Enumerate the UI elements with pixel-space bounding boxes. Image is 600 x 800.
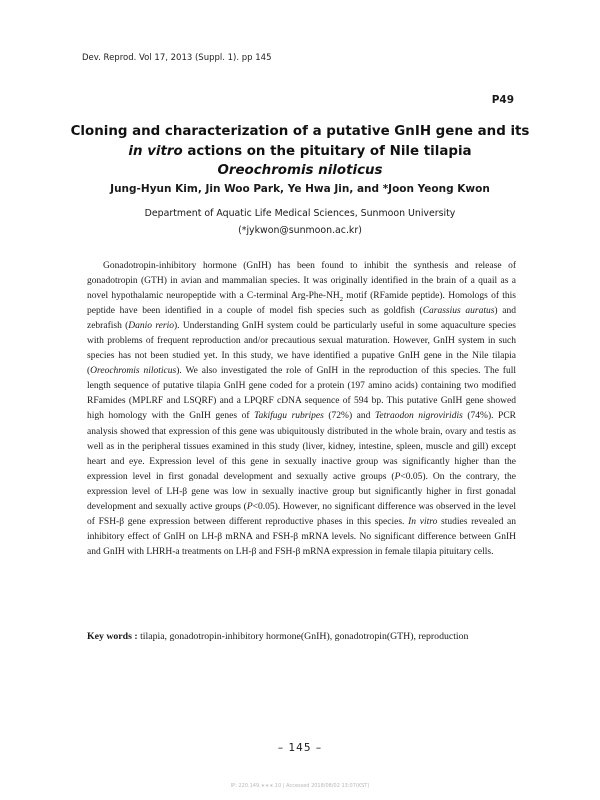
species-tilapia: Oreochromis niloticus bbox=[90, 366, 177, 377]
species-zebrafish: Danio rerio bbox=[128, 321, 174, 332]
abstract-text: motif (RFamide peptide). Homologs of this peptide have been identified in a couple of model fish species such as goldfish ( bbox=[87, 291, 516, 317]
species-tetraodon: Tetraodon nigroviridis bbox=[374, 411, 463, 422]
keywords-text: tilapia, gonadotropin-inhibitory hormone(GnIH), gonadotropin(GTH), reproduction bbox=[140, 631, 469, 642]
keywords bbox=[87, 631, 527, 642]
department: Department of Aquatic Life Medical Sciences, Sunmoon University bbox=[144, 208, 456, 219]
species-goldfish: Carassius auratus bbox=[422, 306, 495, 317]
page-number: – 145 – bbox=[277, 742, 323, 754]
abstract-text: ) and zebrafish ( bbox=[87, 306, 516, 332]
abstract-text: <0.05). However, no significant difference was observed in the level of FSH-β gene expression between different reproductive phases in this species. bbox=[87, 501, 516, 527]
abstract-text: ). Understanding GnIH system could be particularly useful in some aquaculture species with problems of frequent reproduction and/or precautious sexual maturation. However, GnIH system in such species has not been studied yet. In this study, we have identified a pupative GnIH gene in the Nile tilapia ( bbox=[87, 321, 516, 377]
journal-reference: Dev. Reprod. Vol 17, 2013 (Suppl. 1). pp 145 bbox=[82, 53, 272, 63]
paper-title bbox=[70, 122, 530, 181]
title-in-vitro: in vitro bbox=[128, 143, 183, 159]
abstract-paragraph bbox=[87, 259, 516, 560]
abstract-text: <0.05). On the contrary, the expression level of LH-β gene was low in sexually inactive group but significantly higher in first gonadal development and sexually active groups ( bbox=[87, 471, 516, 512]
abstract-text: ). We also investigated the role of GnIH in the reproduction of this species. The full length sequence of putative tilapia GnIH gene coded for a protein (197 amino acids) containing two modified RFamides (MPLRF and LSQRF) and a LPQRF cDNA sequence of 594 bp. This putative GnIH gene showed high homology with the GnIH genes of bbox=[87, 366, 516, 422]
abstract-text: Gonadotropin-inhibitory hormone (GnIH) has been found to inhibit the synthesis and release of gonadotropin (GTH) in avian and mammalian species. It was originally identified in the brain of a quail as a novel hypothalamic neuropeptide with a C-terminal Arg-Phe-NH bbox=[87, 261, 516, 302]
title-species-name: Oreochromis niloticus bbox=[217, 163, 383, 178]
keywords-label: Key words : bbox=[87, 631, 141, 642]
poster-id: P49 bbox=[491, 94, 514, 106]
abstract-text: (74%). PCR analysis showed that expression of this gene was ubiquitously distributed in the whole brain, ovary and testis as well as in the peripheral tissues examined in this study (liver, kidney, intestine, spleen, muscle and gill) except heart and eye. Expression level of this gene in sexually inactive group was significantly higher than the expression level in first gonadal development and sexually active groups ( bbox=[87, 411, 517, 482]
contact-email: (*jykwon@sunmoon.ac.kr) bbox=[238, 225, 362, 236]
p-value-symbol: P bbox=[246, 501, 253, 512]
abstract-text: studies revealed an inhibitory effect of GnIH on LH-β mRNA and FSH-β mRNA levels. No significant difference between GnIH and GnIH with LHRH-a treatments on LH-β and FSH-β mRNA expression in female tilapia pituitary cells. bbox=[87, 516, 516, 557]
access-watermark: IP: 220.149.∗∗∗.10 | Accessed 2018/08/02 13:07(KST) bbox=[230, 783, 370, 789]
abstract-text: (72%) and bbox=[323, 411, 375, 422]
in-vitro-term: In vitro bbox=[408, 516, 438, 527]
affiliation bbox=[70, 205, 530, 239]
p-value-symbol: P bbox=[394, 471, 401, 482]
title-line-2-rest: actions on the pituitary of Nile tilapia bbox=[182, 143, 472, 159]
abstract-subscript: 2 bbox=[339, 295, 343, 303]
title-line-2 bbox=[70, 142, 530, 162]
author-list: Jung-Hyun Kim, Jin Woo Park, Ye Hwa Jin, and *Joon Yeong Kwon bbox=[110, 183, 490, 195]
species-takifugu: Takifugu rubripes bbox=[254, 411, 324, 422]
title-line-1: Cloning and characterization of a putative GnIH gene and its bbox=[70, 124, 530, 139]
